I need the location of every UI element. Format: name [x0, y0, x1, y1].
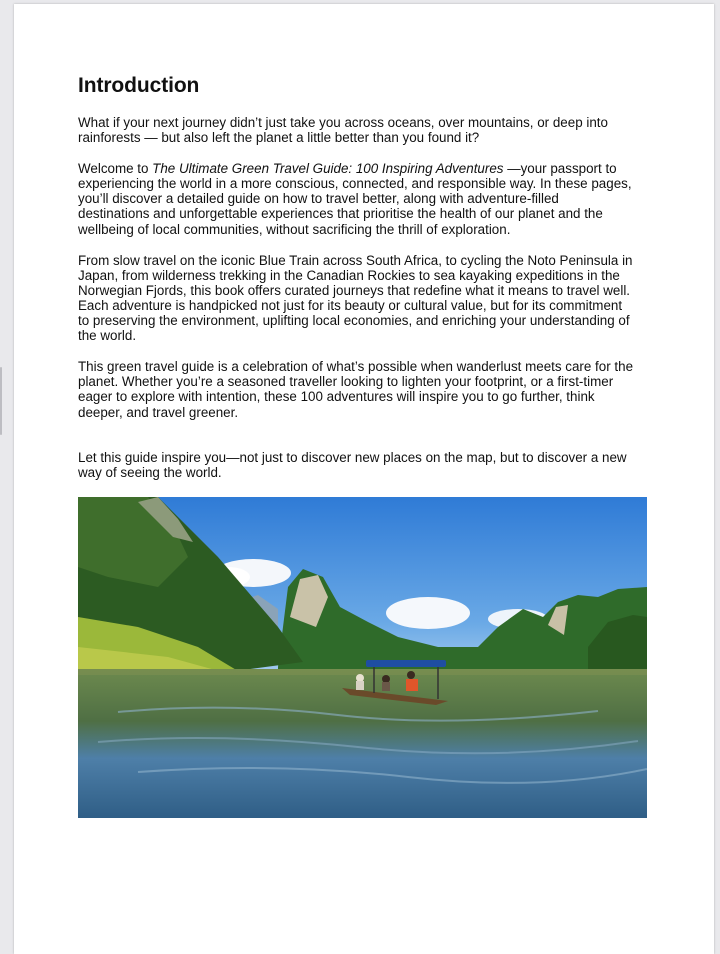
- paragraph-2-lead: Welcome to: [78, 161, 153, 177]
- paragraph-2: [78, 161, 634, 236]
- book-title: The Ultimate Green Travel Guide: 100 Inspiring Adventures: [152, 161, 504, 177]
- document-body: [78, 74, 634, 496]
- paragraph-2-rest: —your passport to experiencing the world in a more conscious, connected, and responsible way. In these pages, you’ll discover a detailed guide on how to travel better, along with adventure-filled destinations and unforgettable experiences that prioritise the health of our planet and the wellbeing of local communities, without sacrificing the thrill of exploration.: [78, 161, 632, 237]
- paragraph-3: From slow travel on the iconic Blue Train across South Africa, to cycling the Noto Peninsula in Japan, from wilderness trekking in the Canadian Rockies to sea kayaking expeditions in the Norwegian Fjords, this book offers curated journeys that redefine what it means to travel well. Each adventure is handpicked not just for its beauty or cultural value, but for its commitment to preserving the environment, uplifting local economies, and enriching your understanding of the world.: [78, 252, 633, 344]
- paragraph-5: Let this guide inspire you—not just to discover new places on the map, but to discover a new way of seeing the world.: [78, 449, 627, 480]
- page-title: Introduction: [78, 74, 200, 97]
- landscape-photo: [78, 497, 647, 818]
- scroll-handle[interactable]: [0, 367, 2, 435]
- document-page: [14, 4, 714, 954]
- paragraph-4: This green travel guide is a celebration of what’s possible when wanderlust meets care for the planet. Whether you’re a seasoned traveller looking to lighten your footprint, or a first-timer eager to explore with intention, these 100 adventures will inspire you to go further, think deeper, and travel greener.: [78, 359, 634, 420]
- lake-boat-illustration: [78, 497, 647, 818]
- paragraph-1: What if your next journey didn’t just take you across oceans, over mountains, or deep into rainforests — but also left the planet a little better than you found it?: [78, 115, 608, 146]
